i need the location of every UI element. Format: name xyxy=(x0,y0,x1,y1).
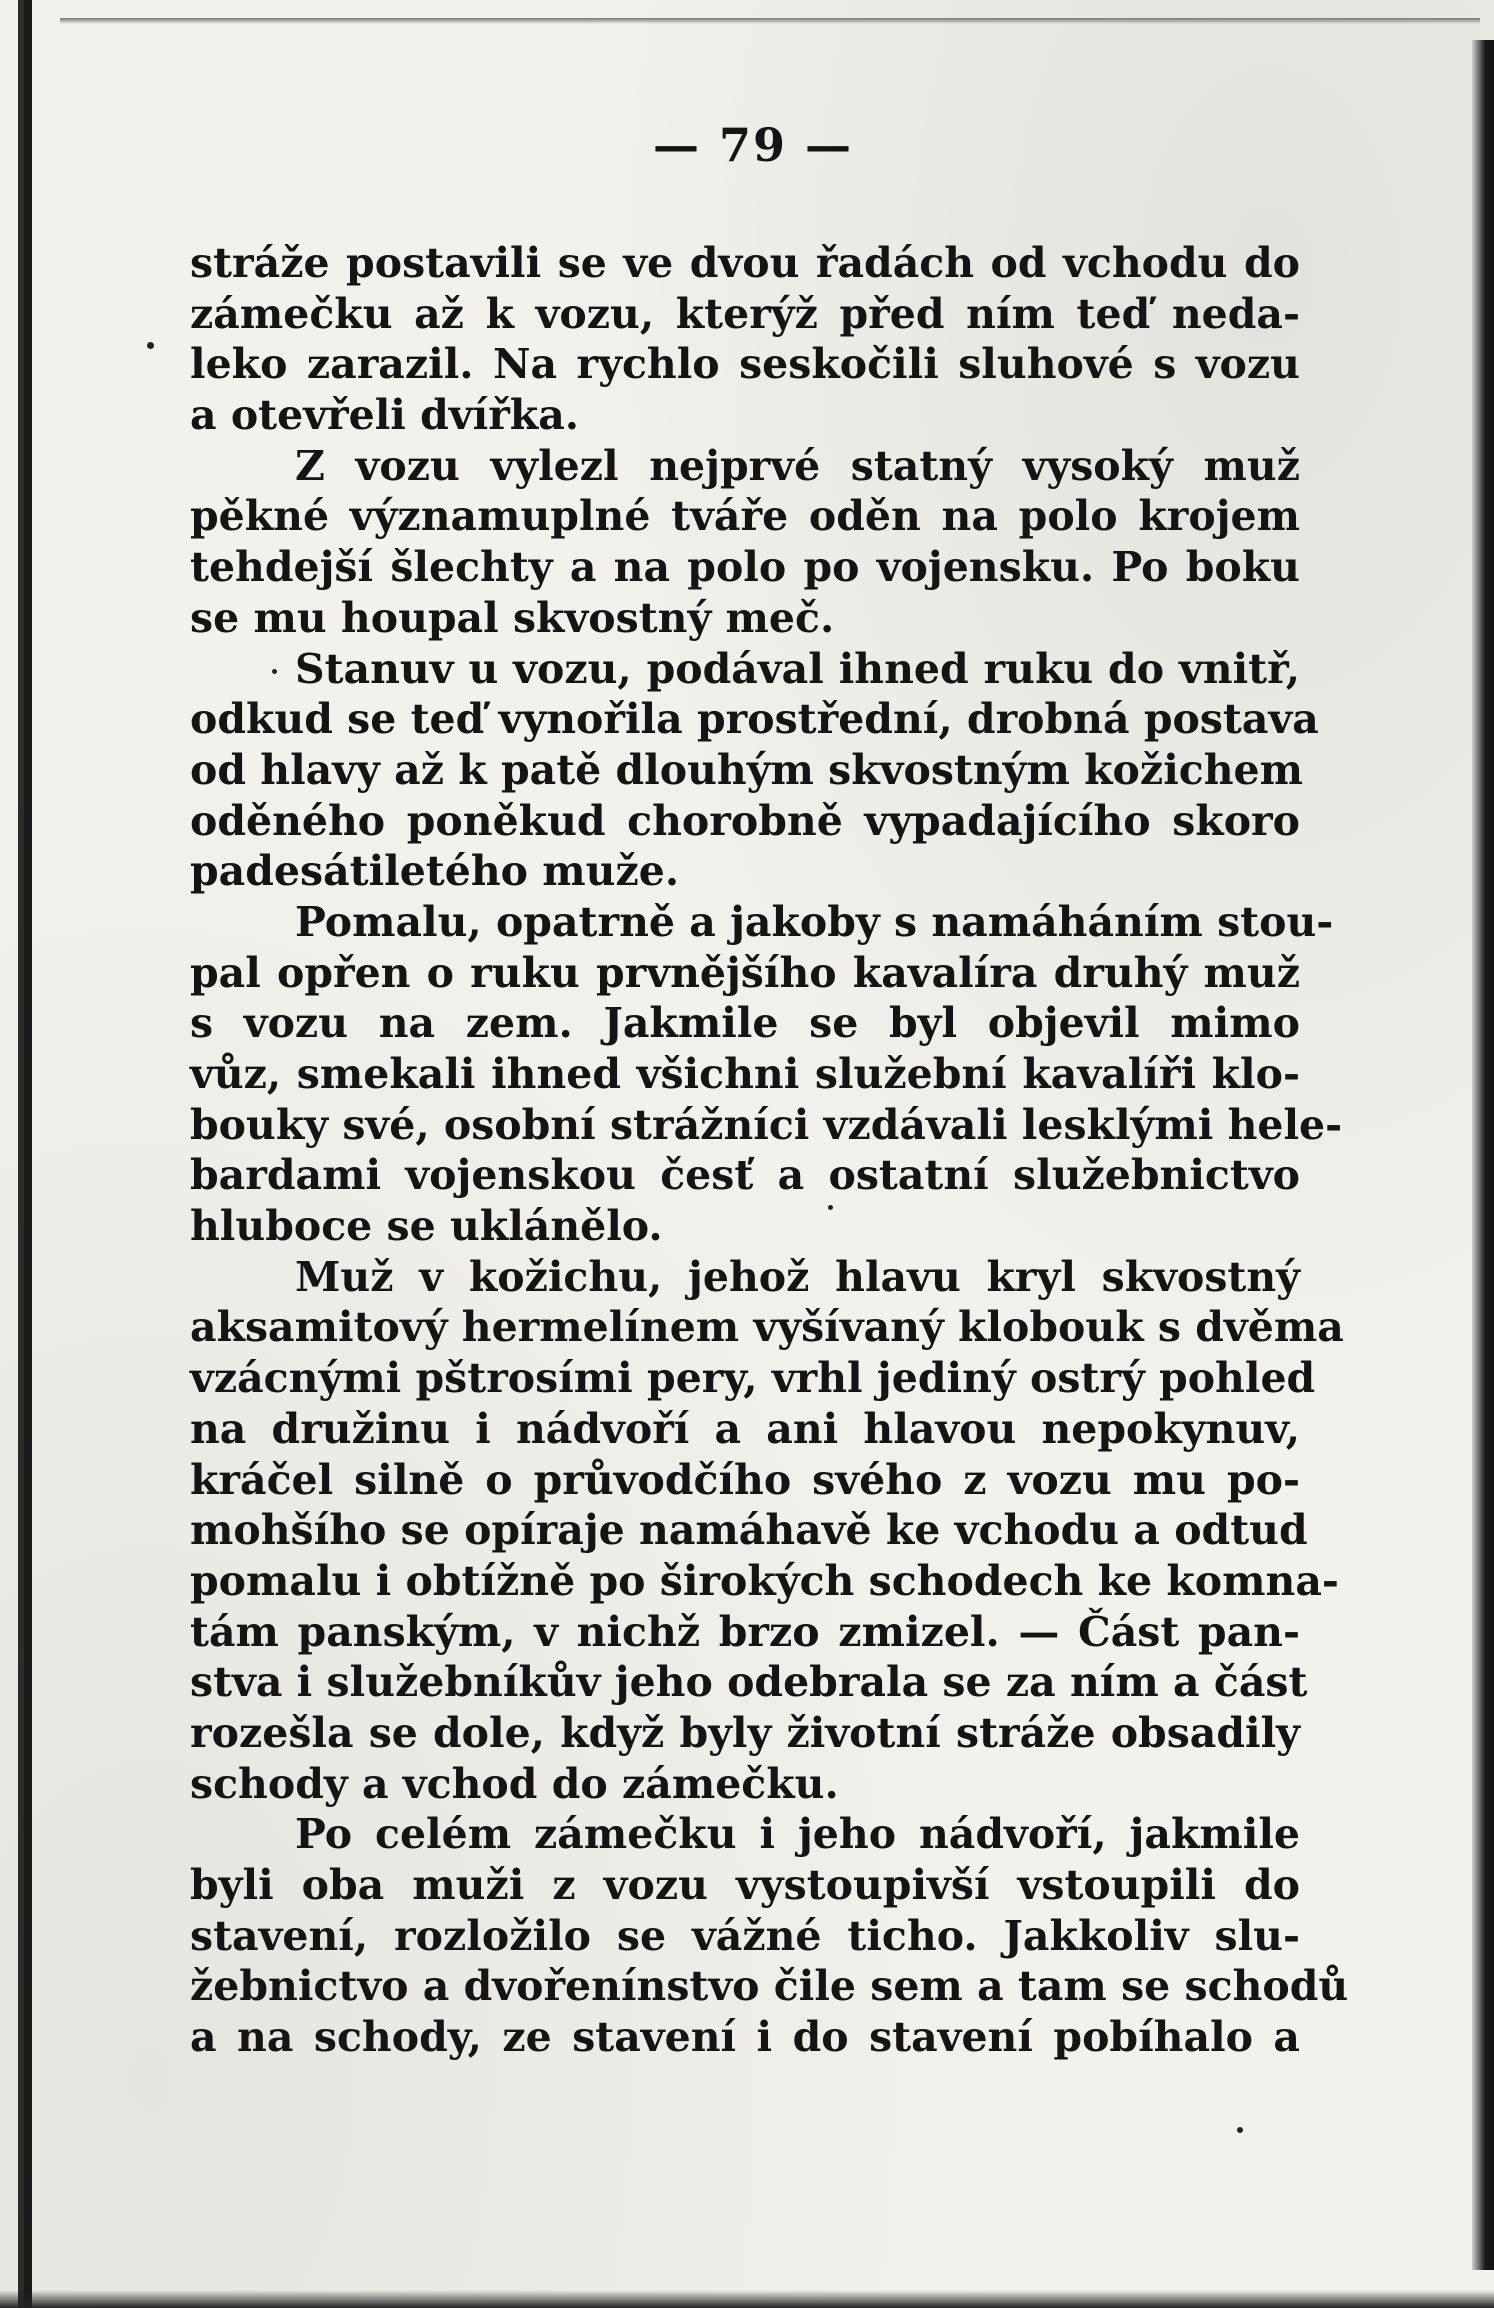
page-number xyxy=(0,118,1494,172)
text-line: padesátiletého muže. xyxy=(190,847,680,896)
text-line: stavení, rozložilo se vážné ticho. Jakkoliv slu- xyxy=(190,1911,1300,1960)
text-line: od hlavy až k patě dlouhým skvostným kožichem xyxy=(190,745,1304,794)
text-line: se mu houpal skvostný meč. xyxy=(190,593,835,642)
ink-speck xyxy=(147,342,154,349)
text-line: mohšího se opíraje namáhavě ke vchodu a odtud xyxy=(190,1506,1308,1555)
ink-speck xyxy=(1237,2127,1243,2133)
text-line: tehdejší šlechty a na polo po vojensku. Po boku xyxy=(190,543,1300,592)
page-spine-edge xyxy=(18,0,24,2308)
text-line: Z vozu vylezl nejprvé statný vysoký muž xyxy=(295,441,1300,490)
text-line: odkud se teď vynořila prostřední, drobná postava xyxy=(190,695,1319,744)
text-line: byli oba muži z vozu vystoupivší vstoupili do xyxy=(190,1861,1300,1909)
text-line: hluboce se uklánělo. xyxy=(190,1202,663,1251)
text-line: oděného poněkud chorobně vypadajícího skoro xyxy=(190,796,1300,845)
text-line: leko zarazil. Na rychlo seskočili sluhové s vozu xyxy=(190,340,1300,389)
page-right-edge xyxy=(1472,40,1494,2270)
text-line: a otevřeli dvířka. xyxy=(190,391,580,440)
text-line: schody a vchod do zámečku. xyxy=(190,1759,839,1808)
text-line: s vozu na zem. Jakmile se byl objevil mimo xyxy=(190,999,1300,1048)
text-line: pomalu i obtížně po širokých schodech ke komna- xyxy=(190,1556,1339,1605)
body-text xyxy=(190,238,1349,2063)
text-line: zámečku až k vozu, kterýž před ním teď neda- xyxy=(190,289,1300,338)
text-line: stva i služebníkův jeho odebrala se za ním a část xyxy=(190,1658,1308,1707)
text-line: vůz, smekali ihned všichni služební kavalíři klo- xyxy=(190,1050,1300,1098)
text-line: bardami vojenskou česť a ostatní služebnictvo xyxy=(190,1151,1300,1200)
page-number-text: — 79 — xyxy=(652,118,854,172)
text-line: na družinu i nádvoří a ani hlavou nepokynuv, xyxy=(190,1404,1300,1453)
text-line: stráže postavili se ve dvou řadách od vchodu do xyxy=(190,239,1300,287)
page-top-edge xyxy=(60,18,1480,24)
text-line: bouky své, osobní strážníci vzdávali lesklými hele- xyxy=(190,1100,1343,1149)
text-line: a na schody, ze stavení i do stavení pobíhalo a xyxy=(190,2013,1300,2062)
text-line: pěkné významuplné tváře oděn na polo krojem xyxy=(190,492,1300,541)
text-line: rozešla se dole, když byly životní stráže obsadily xyxy=(190,1708,1300,1757)
text-line: žebnictvo a dvořenínstvo čile sem a tam se schodů xyxy=(190,1962,1349,2011)
text-line: aksamitový hermelínem vyšívaný klobouk s dvěma xyxy=(190,1303,1344,1352)
text-line: Muž v kožichu, jehož hlavu kryl skvostný xyxy=(295,1252,1300,1301)
text-line: Pomalu, opatrně a jakoby s namáháním stou- xyxy=(295,897,1334,946)
page-bottom-edge xyxy=(0,2290,1494,2308)
text-line: kráčel silně o průvodčího svého z vozu mu po- xyxy=(190,1455,1300,1504)
text-line: tám panským, v nichž brzo zmizel. — Část pan- xyxy=(190,1607,1300,1656)
page-spine-shadow xyxy=(18,0,32,2308)
text-line: Po celém zámečku i jeho nádvoří, jakmile xyxy=(295,1810,1300,1859)
text-line: Stanuv u vozu, podával ihned ruku do vnitř, xyxy=(295,644,1300,693)
text-line: pal opřen o ruku prvnějšího kavalíra druhý muž xyxy=(190,948,1300,997)
text-line: vzácnými pštrosími pery, vrhl jediný ostrý pohled xyxy=(190,1354,1316,1403)
